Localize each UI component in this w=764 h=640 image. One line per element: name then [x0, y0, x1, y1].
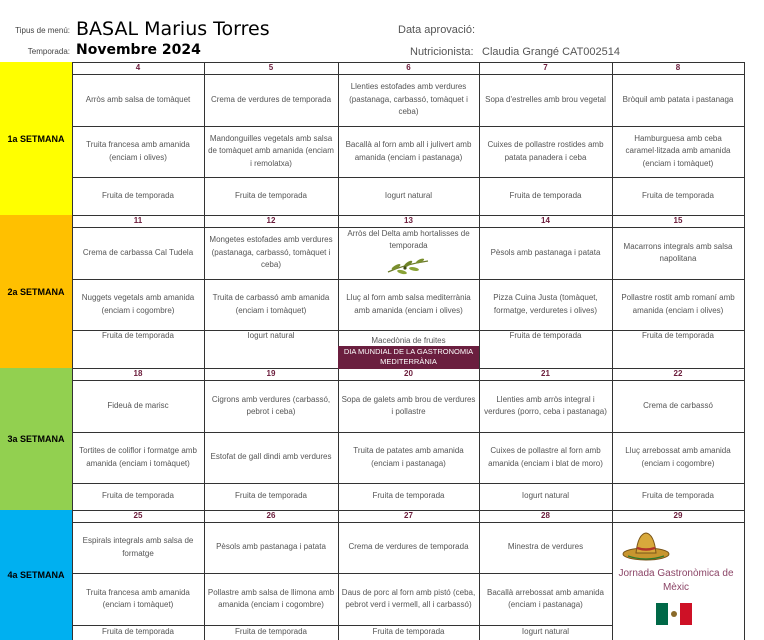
day-number: 28 — [541, 511, 550, 520]
first-course-cell: Macarrons integrals amb salsa napolitana — [623, 241, 733, 263]
nutritionist-name: Claudia Grangé CAT002514 — [482, 46, 620, 58]
first-course-cell: Cigrons amb verdures (carbassó, pebrot i ceba) — [211, 394, 331, 416]
day-number: 13 — [404, 216, 413, 225]
dessert-cell: Fruita de temporada — [234, 491, 308, 501]
first-course-cell: Arròs del Delta amb hortalisses de temporada — [347, 228, 470, 250]
day-number: 20 — [404, 369, 413, 378]
column-divider — [338, 62, 339, 215]
dessert-cell: Fruita de temporada — [101, 190, 175, 200]
first-course-cell: Crema de carbassó — [643, 400, 713, 410]
day-number: 15 — [673, 216, 683, 225]
season-value: Novembre 2024 — [76, 42, 201, 58]
column-divider — [204, 510, 205, 640]
dessert-cell: Iogurt natural — [521, 491, 570, 501]
second-course-cell: Daus de porc al forn amb pistó (ceba, pebrot verd i vermell, all i carbassó) — [341, 587, 476, 609]
day-number: 26 — [266, 511, 276, 520]
day-number: 7 — [543, 63, 548, 72]
first-course-cell: Pèsols amb pastanaga i patata — [216, 542, 326, 552]
dessert-cell: Fruita de temporada — [234, 190, 308, 200]
second-course-cell: Tortites de coliflor i formatge amb amanida (enciam i tomàquet) — [79, 446, 197, 468]
second-course-cell: Lluç arrebossat amb amanida (enciam i cogombre) — [625, 446, 731, 468]
day-number: 5 — [268, 63, 274, 72]
second-course-cell: Bacallà arrebossat amb amanida (enciam i pastanaga) — [487, 587, 604, 609]
first-course-cell: Espirals integrals amb salsa de formatge — [82, 536, 194, 558]
first-course-cell: Crema de verdures de temporada — [210, 94, 332, 104]
dessert-cell: Fruita de temporada — [641, 491, 715, 501]
olive-branch-icon — [386, 258, 430, 281]
first-course-cell: Mongetes estofades amb verdures (pastanaga, carbassó, tomàquet i ceba) — [209, 235, 333, 270]
column-divider — [72, 62, 73, 215]
season-label: Temporada: — [27, 47, 70, 56]
second-course-cell: Mandonguilles vegetals amb salsa de tomàquet amb amanida (enciam i remolatxa) — [208, 133, 334, 168]
first-course-cell: Minestra de verdures — [507, 542, 584, 552]
second-course-cell: Estofat de gall dindi amb verdures — [210, 452, 332, 462]
week-3-label: 3a SETMANA — [7, 434, 65, 444]
second-course-cell: Truita de carbassó amb amanida (enciam i tomàquet) — [212, 293, 330, 315]
second-course-cell: Cuixes de pollastre al forn amb amanida (enciam i blat de moro) — [488, 446, 603, 468]
menu-type-title: BASAL Marius Torres — [76, 18, 270, 40]
nutritionist-label: Nutricionista: — [410, 46, 474, 58]
week-4-band — [0, 510, 72, 640]
dessert-cell: Fruita de temporada — [101, 491, 175, 501]
week-3-band — [0, 368, 72, 510]
dessert-cell: Fruita de temporada — [641, 330, 715, 340]
second-course-cell: Hamburguesa amb ceba caramel·litzada amb amanida (enciam i tomàquet) — [625, 133, 731, 168]
second-course-cell: Pollastre rostit amb romaní amb amanida (enciam i olives) — [621, 293, 735, 315]
first-course-cell: Crema de carbassa Cal Tudela — [82, 247, 194, 257]
column-divider — [612, 215, 613, 368]
day-number: 25 — [133, 511, 143, 520]
first-course-cell: Llenties amb arròs integral i verdures (porro, ceba i pastanaga) — [484, 394, 607, 416]
sombrero-icon — [622, 530, 670, 569]
day-number: 27 — [404, 511, 413, 520]
mexico-flag-icon — [656, 603, 692, 630]
second-course-cell: Truita francesa amb amanida (enciam i olives) — [86, 140, 190, 162]
column-divider — [338, 368, 339, 510]
day-number: 22 — [673, 369, 683, 378]
first-course-cell: Pèsols amb pastanaga i patata — [490, 247, 601, 257]
mediterranean-day-banner: DIA MUNDIAL DE LA GASTRONOMIA MEDITERRÀNIA — [338, 346, 479, 369]
day-number: 19 — [266, 369, 276, 378]
column-divider — [204, 368, 205, 510]
day-number: 14 — [541, 216, 550, 225]
day-number: 18 — [133, 369, 143, 378]
week-2-label: 2a SETMANA — [7, 286, 65, 297]
day-number: 8 — [675, 63, 681, 72]
first-course-cell: Sopa de galets amb brou de verdures i pollastre — [341, 394, 476, 416]
dessert-cell: Fruita de temporada — [372, 627, 445, 637]
column-divider — [479, 368, 480, 510]
dessert-cell: Fruita de temporada — [372, 491, 445, 501]
week-2-band — [0, 215, 72, 368]
column-divider — [479, 62, 480, 215]
dessert-cell: Fruita de temporada — [101, 330, 175, 340]
first-course-cell: Bròquil amb patata i pastanaga — [622, 94, 734, 104]
column-divider — [204, 215, 205, 368]
second-course-cell: Truita de patates amb amanida (enciam i pastanaga) — [353, 446, 464, 468]
first-course-cell: Arròs amb salsa de tomàquet — [85, 94, 191, 104]
second-course-cell: Bacallà al forn amb all i julivert amb amanida (enciam i pastanaga) — [345, 140, 472, 162]
mexico-day-text: Jornada Gastronòmica de Mèxic — [618, 568, 734, 593]
column-divider — [479, 215, 480, 368]
week-4-label: 4a SETMANA — [7, 570, 65, 580]
second-course-cell: Nuggets vegetals amb amanida (enciam i cogombre) — [81, 293, 195, 315]
column-divider — [744, 62, 745, 215]
column-divider — [744, 510, 745, 640]
menu-type-label: Tipus de menú: — [15, 26, 70, 35]
column-divider — [744, 215, 745, 368]
column-divider — [612, 368, 613, 510]
second-course-cell: Cuixes de pollastre rostides amb patata panadera i ceba — [487, 140, 604, 162]
first-course-cell: Crema de verdures de temporada — [348, 542, 469, 552]
column-divider — [479, 510, 480, 640]
week-1-band — [0, 62, 72, 215]
second-course-cell: Truita francesa amb amanida (enciam i tomàquet) — [86, 587, 190, 609]
dessert-cell: Fruita de temporada — [234, 627, 308, 637]
dessert-cell: Iogurt natural — [521, 627, 570, 637]
column-divider — [338, 510, 339, 640]
column-divider — [72, 368, 73, 510]
day-number: 29 — [673, 511, 683, 520]
dessert-cell: Iogurt natural — [384, 190, 433, 200]
column-divider — [612, 62, 613, 215]
second-course-cell: Pollastre amb salsa de llimona amb amanida (enciam i cogombre) — [207, 587, 335, 609]
dessert-cell: Fruita de temporada — [101, 627, 175, 637]
column-divider — [204, 62, 205, 215]
first-course-cell: Fideuà de marisc — [107, 400, 169, 410]
column-divider — [744, 368, 745, 510]
second-course-cell: Lluç al forn amb salsa mediterrània amb amanida (enciam i olives) — [346, 293, 471, 315]
week-1-label: 1a SETMANA — [7, 133, 65, 144]
day-number: 12 — [266, 216, 276, 225]
dessert-cell: Iogurt natural — [247, 330, 295, 340]
day-number: 4 — [135, 63, 141, 72]
first-course-cell: Sopa d'estrelles amb brou vegetal — [485, 94, 606, 104]
second-course-cell: Pizza Cuina Justa (tomàquet, formatge, verduretes i olives) — [493, 293, 598, 315]
day-number: 6 — [406, 63, 411, 72]
dessert-cell: Fruita de temporada — [509, 330, 582, 340]
macedonia-dessert: Macedònia de fruites — [371, 336, 446, 345]
approval-date-label: Data aprovació: — [398, 24, 476, 36]
day-number: 21 — [541, 369, 550, 378]
day-number: 11 — [133, 216, 143, 225]
column-divider — [72, 215, 73, 368]
dessert-cell: Fruita de temporada — [641, 190, 715, 200]
column-divider — [72, 510, 73, 640]
dessert-cell: Fruita de temporada — [509, 190, 582, 200]
first-course-cell: Llenties estofades amb verdures (pastanaga, carbassó, tomàquet i ceba) — [349, 82, 468, 117]
